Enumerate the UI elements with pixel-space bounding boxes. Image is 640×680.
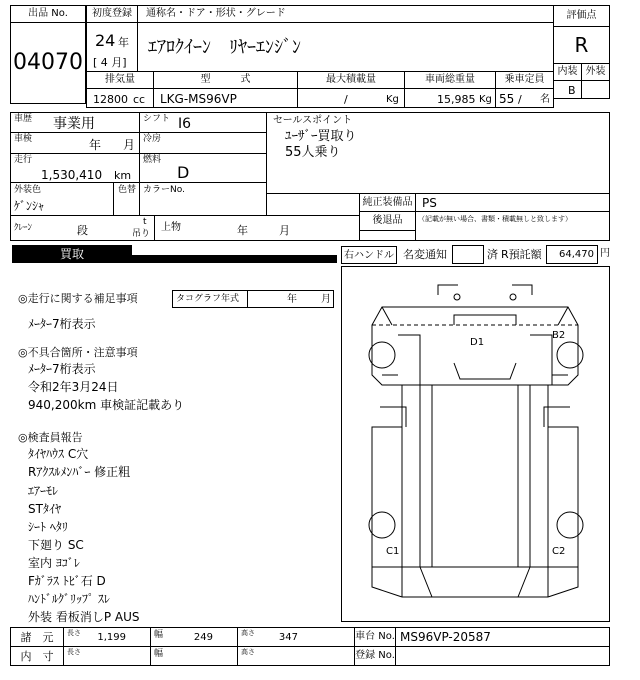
car-name: ｴｱﾛｸｲｰﾝ ﾘﾔｰｴﾝｼﾞﾝ — [148, 37, 301, 58]
defect-line-2: 令和2年3月24日 — [28, 380, 119, 394]
fuel-cell — [139, 153, 267, 183]
inspector-line-2: Rｱｸｽﾙﾒﾝﾊﾞｰ 修正粗 — [28, 465, 131, 479]
score-cell — [553, 26, 610, 64]
inspector-line-4: STﾀｲﾔ — [28, 502, 61, 516]
specs-label-cell — [10, 627, 64, 647]
crane-ton-bottom: 吊り — [132, 229, 151, 239]
model-name-label-cell — [137, 5, 554, 23]
aftermarket-label-cell — [359, 211, 416, 231]
model-type-label: 型 式 — [200, 74, 251, 85]
length-value: 1,199 — [97, 632, 126, 643]
color-label: 外装色 — [14, 185, 42, 195]
gross-weight-label-cell — [404, 71, 496, 89]
drive-cell — [341, 246, 397, 264]
color-code-cell — [139, 182, 267, 216]
inspector-line-9: ﾊﾝﾄﾞﾙｸﾞﾘｯﾌﾟ ｽﾚ — [28, 592, 110, 606]
equipment-label: 純正装備品 — [362, 197, 413, 208]
model-type-value: LKG-MS96VP — [160, 92, 237, 106]
model-type-label-cell — [153, 71, 298, 89]
lot-label: 出品 No. — [28, 8, 68, 19]
capacity-unit: 名 — [540, 94, 550, 105]
inspection-year: 年 — [89, 138, 102, 152]
mileage-label: 走行 — [14, 155, 33, 165]
capacity-sep: / — [518, 93, 522, 106]
damage-label-d1: D1 — [470, 337, 485, 348]
upper-body-label: 上物 — [161, 222, 181, 233]
deposit-r-label: R預託額 — [501, 248, 542, 261]
aftermarket-cell — [415, 211, 610, 241]
running-title: ◎走行に関する補足事項 — [18, 292, 138, 305]
inspection-cell — [10, 132, 140, 154]
interior-score-cell — [553, 80, 582, 99]
max-load-cell — [297, 88, 405, 108]
capacity-label: 乗車定員 — [504, 74, 545, 85]
tacho-year: 年 — [287, 294, 297, 305]
grade-label-cell — [553, 5, 610, 27]
reg-cell — [395, 646, 610, 666]
deposit-label: 済 — [487, 248, 498, 261]
color-cell — [10, 182, 114, 216]
first-reg-cell — [86, 22, 138, 72]
model-type-cell — [153, 88, 298, 108]
defect-line-1: ﾒｰﾀｰ7桁表示 — [28, 362, 96, 376]
inspector-line-8: Fｶﾞﾗｽ ﾄﾋﾞ石 D — [28, 574, 106, 588]
mileage-unit: km — [114, 169, 132, 182]
width-cell — [150, 627, 238, 647]
inspector-line-1: ﾀｲﾔﾊｳｽ C穴 — [28, 447, 89, 461]
crane-cell — [10, 215, 155, 241]
sales-point-label: セールスポイント — [273, 115, 353, 126]
history-cell — [10, 112, 140, 133]
upper-body-cell — [154, 215, 360, 241]
defect-title: ◎不具合箇所・注意事項 — [18, 346, 138, 359]
deposit-amount: 64,470 — [559, 249, 594, 260]
history-value: 事業用 — [53, 116, 95, 132]
defect-line-3: 940,200km 車検証記載あり — [28, 398, 185, 412]
max-load-value: / — [344, 93, 348, 106]
equipment-label-cell — [359, 193, 416, 212]
displacement-unit: cc — [133, 93, 146, 106]
inspection-month: 月 — [123, 138, 136, 152]
reg-label: 登録 No. — [355, 650, 395, 661]
first-reg-label: 初度登録 — [92, 8, 132, 19]
interior-label-cell — [553, 63, 582, 81]
lot-number: 04070 — [13, 50, 83, 75]
first-reg-year-unit: 年 — [118, 36, 129, 49]
exterior-score-cell — [581, 80, 610, 99]
color-change-label: 色替 — [118, 185, 137, 195]
gross-weight-unit: Kg — [479, 94, 492, 105]
interior-score: B — [568, 84, 576, 97]
deposit-unit: 円 — [600, 248, 610, 259]
exterior-label: 外装 — [585, 66, 606, 77]
exterior-label-cell — [581, 63, 610, 81]
bus-outline-svg — [342, 267, 609, 621]
mileage-cell — [10, 153, 140, 183]
aircon-label: 冷房 — [143, 134, 162, 144]
capacity-value: 55 — [499, 92, 515, 106]
chassis-cell — [395, 627, 610, 647]
shift-cell — [139, 112, 267, 133]
inspector-line-7: 室内 ﾖｺﾞﾚ — [28, 556, 80, 570]
height-label: 高さ — [241, 629, 255, 637]
width-value: 249 — [193, 632, 213, 643]
aftermarket-note: （記載が無い場合、書類・積載無しと致します） — [418, 215, 572, 223]
crane-label: ｸﾚｰﾝ — [14, 223, 33, 233]
upper-body-year: 年 — [237, 224, 248, 237]
sales-point-line-1: ﾕｰｻﾞｰ買取り — [285, 129, 357, 144]
first-reg-month: [ 4 月] — [93, 56, 127, 69]
first-reg-year: 24 — [95, 31, 116, 50]
lot-label-cell — [10, 5, 86, 23]
gross-weight-label: 車両総重量 — [425, 74, 475, 85]
chassis-value: MS96VP-20587 — [400, 630, 491, 644]
upper-body-month: 月 — [279, 224, 290, 237]
crane-ton-top: t — [143, 217, 147, 227]
width-label: 幅 — [154, 630, 164, 640]
grade-label: 評価点 — [566, 10, 597, 21]
damage-label-c2: C2 — [552, 546, 566, 557]
inspector-line-6: 下廻り SC — [28, 538, 84, 552]
drive-value: 右ハンドル — [344, 250, 394, 261]
color-code-label: カラーNo. — [143, 185, 185, 195]
max-load-label: 最大積載量 — [326, 74, 376, 85]
aftermarket-filler — [359, 230, 416, 241]
history-label: 車歴 — [14, 114, 33, 124]
aircon-cell — [139, 132, 267, 154]
in-width-label: 幅 — [154, 649, 164, 659]
sales-point-cell — [266, 112, 610, 194]
inspector-title: ◎検査員報告 — [18, 431, 83, 444]
interior-dims-label: 内 寸 — [20, 650, 54, 663]
purchase-badge — [12, 245, 132, 263]
deposit-box — [546, 245, 598, 264]
specs-label: 諸 元 — [20, 631, 54, 644]
inspector-line-3: ｴｱｰﾓﾚ — [28, 484, 59, 498]
gross-weight-cell — [404, 88, 496, 108]
in-width-cell — [150, 646, 238, 666]
car-name-cell — [137, 22, 554, 72]
in-length-cell — [63, 646, 151, 666]
tacho-month: 月 — [321, 294, 331, 305]
height-cell — [237, 627, 355, 647]
tacho-label: タコグラフ年式 — [176, 294, 240, 304]
first-reg-label-cell — [86, 5, 138, 23]
displacement-label-cell — [86, 71, 154, 89]
capacity-label-cell — [495, 71, 554, 89]
shift-value: I6 — [178, 116, 192, 132]
displacement-cell — [86, 88, 154, 108]
in-height-cell — [237, 646, 355, 666]
tacho-label-box — [173, 291, 248, 307]
tacho-cell — [172, 290, 334, 308]
equipment-value: PS — [422, 196, 437, 210]
model-name-label: 通称名・ドア・形状・グレード — [146, 8, 286, 19]
height-value: 347 — [278, 632, 298, 643]
fuel-value: D — [177, 163, 190, 182]
fuel-label: 燃料 — [143, 155, 162, 165]
displacement-label: 排気量 — [105, 74, 135, 85]
inspector-line-10: 外装 看板消しP AUS — [28, 610, 140, 624]
lot-number-cell — [10, 22, 86, 104]
interior-dims-label-cell — [10, 646, 64, 666]
max-load-label-cell — [297, 71, 405, 89]
length-cell — [63, 627, 151, 647]
shift-label: シフト — [143, 114, 171, 124]
in-length-label: 長さ — [67, 648, 81, 656]
purchase-bar-line — [132, 255, 337, 263]
running-line-1: ﾒｰﾀｰ7桁表示 — [28, 317, 96, 331]
inspector-line-5: ｼｰﾄ ﾍﾀﾘ — [28, 520, 68, 534]
gross-weight-value: 15,985 — [437, 93, 476, 106]
interior-label: 内装 — [557, 66, 578, 77]
color-value: ｹﾞﾝｼｬ — [14, 199, 45, 213]
damage-label-b2: B2 — [552, 330, 566, 341]
score: R — [574, 33, 589, 57]
mileage-value: 1,530,410 — [41, 168, 103, 182]
damage-diagram — [341, 266, 610, 622]
chassis-label: 車台 No. — [355, 631, 395, 642]
damage-label-c1: C1 — [386, 546, 400, 557]
crane-stage: 段 — [77, 224, 88, 237]
chassis-label-cell — [354, 627, 396, 647]
equipment-cell — [415, 193, 610, 212]
purchase-label: 買取 — [59, 247, 84, 261]
capacity-cell — [495, 88, 554, 108]
name-change-label: 名変通知 — [403, 248, 447, 261]
in-height-label: 高さ — [241, 648, 255, 656]
max-load-unit: Kg — [386, 94, 399, 105]
aftermarket-label: 後退品 — [372, 215, 403, 226]
reg-label-cell — [354, 646, 396, 666]
inspection-label: 車検 — [14, 134, 33, 144]
displacement-value: 12800 — [93, 93, 128, 106]
name-change-box — [452, 245, 484, 264]
length-label: 長さ — [67, 629, 81, 637]
sales-point-line-2: 55人乗り — [285, 145, 341, 160]
color-change-cell — [113, 182, 140, 216]
